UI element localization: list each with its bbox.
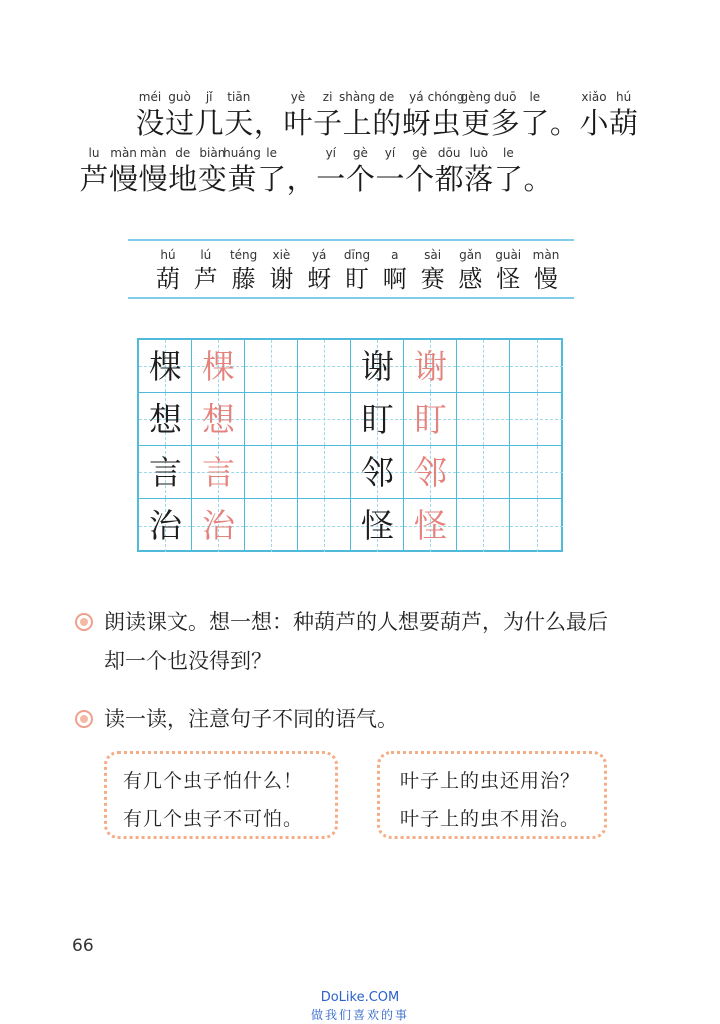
vocab-pinyin: guài: [495, 248, 522, 262]
pinyin: gèng: [460, 90, 491, 104]
trace-character: 言: [202, 453, 235, 492]
grid-cell: [404, 393, 457, 446]
pinyin: yè: [290, 90, 306, 104]
grid-cell: [351, 340, 404, 393]
hanzi: 慢: [109, 162, 139, 196]
vocab-pinyin: gǎn: [459, 248, 482, 262]
grid-cell: [351, 393, 404, 446]
sentence-left-2: 有几个虫子不可怕。: [123, 808, 304, 830]
grid-cell: [510, 393, 563, 446]
pinyin: màn: [139, 146, 167, 160]
passage-line-2: [0, 146, 720, 206]
watermark-site: DoLike.COM: [320, 990, 400, 1005]
grid-cell: [245, 340, 298, 393]
pinyin: gè: [412, 146, 428, 160]
model-character: 棵: [149, 347, 182, 386]
vocab-hanzi: 芦: [193, 265, 218, 293]
sentence-right-2: 叶子上的虫不用治。: [400, 808, 581, 830]
model-character: 邻: [361, 453, 394, 492]
sentence-left-1: 有几个虫子怕什么！: [123, 770, 304, 792]
watermark-slogan: 做我们喜欢的事: [310, 1008, 409, 1022]
grid-cell: [457, 499, 510, 552]
pinyin: yí: [325, 146, 337, 160]
hanzi: 了: [257, 162, 287, 196]
pinyin: tiān: [227, 90, 251, 104]
pinyin: gè: [352, 146, 368, 160]
pinyin: duō: [493, 90, 517, 104]
vocab-row: [0, 248, 720, 298]
grid-cell: [298, 446, 351, 499]
sentence-right-1: 叶子上的虫还用治？: [400, 770, 581, 792]
model-character: 想: [149, 400, 182, 439]
hanzi: ，: [253, 106, 283, 140]
grid-cell: [192, 499, 245, 552]
pinyin: biàn: [199, 146, 226, 160]
vocab-hanzi: 葫: [156, 265, 180, 293]
hanzi: 地: [168, 162, 198, 196]
pinyin: dōu: [437, 146, 461, 160]
hanzi: 子: [313, 106, 343, 140]
model-character: 怪: [361, 506, 394, 545]
model-character: 言: [149, 453, 182, 492]
vocab-item: [524, 248, 568, 298]
pinyin: de: [175, 146, 191, 160]
question-1-line-2: 却一个也没得到？: [104, 649, 272, 673]
question-2: 读一读，注意句子不同的语气。: [104, 707, 398, 731]
vocab-top-rule: [128, 239, 574, 241]
question-bullet-icon: [75, 613, 93, 631]
vocab-hanzi: 盯: [345, 265, 369, 293]
vocab-pinyin: sài: [424, 248, 442, 262]
vocab-hanzi: 啊: [382, 265, 407, 293]
trace-character: 治: [202, 506, 235, 545]
hanzi: 蚜: [401, 106, 431, 140]
vocab-bottom-rule: [128, 297, 574, 299]
grid-cell: [457, 340, 510, 393]
hanzi: 。: [523, 162, 553, 196]
vocab-hanzi: 蚜: [307, 265, 332, 293]
hanzi: 慢: [138, 162, 168, 196]
hanzi: 多: [490, 106, 520, 140]
pinyin: méi: [138, 90, 162, 104]
pinyin: de: [379, 90, 395, 104]
trace-character: 盯: [414, 400, 447, 439]
hanzi: 黄: [227, 162, 257, 196]
grid-cell: [404, 499, 457, 552]
vocab-hanzi: 藤: [231, 265, 256, 293]
grid-cell: [192, 393, 245, 446]
vocab-hanzi: 怪: [496, 265, 521, 293]
passage-line-1: [0, 90, 720, 150]
grid-cell: [298, 393, 351, 446]
pinyin: xiǎo: [581, 90, 607, 104]
hanzi: 了: [493, 162, 523, 196]
model-character: 盯: [361, 400, 394, 439]
question-bullet-icon: [75, 710, 93, 728]
hanzi: 天: [224, 106, 254, 140]
hanzi: 几: [194, 106, 224, 140]
page-number: 66: [72, 936, 94, 956]
hanzi: 没: [135, 106, 165, 140]
grid-cell: [510, 499, 563, 552]
vocab-pinyin: a: [391, 248, 399, 262]
hanzi: 上: [342, 106, 372, 140]
vocab-hanzi: 感: [458, 265, 483, 293]
hanzi: 都: [434, 162, 464, 196]
sentence-box-left: [104, 751, 338, 839]
grid-cell: [245, 499, 298, 552]
pinyin: lu: [88, 146, 100, 160]
hanzi: 葫: [609, 106, 639, 140]
hanzi: 虫: [431, 106, 461, 140]
hanzi: 叶: [283, 106, 313, 140]
grid-cell: [139, 446, 192, 499]
writing-grid: [137, 338, 563, 552]
question-1-line-1: 朗读课文。想一想：种葫芦的人想要葫芦，为什么最后: [104, 610, 608, 634]
pinyin: shàng: [338, 90, 376, 104]
pinyin: màn: [110, 146, 137, 160]
grid-cell: [404, 340, 457, 393]
sentence-box-right: [377, 751, 607, 839]
pinyin: zi: [322, 90, 333, 104]
pinyin: luò: [469, 146, 488, 160]
grid-cell: [192, 446, 245, 499]
vocab-pinyin: xiè: [272, 248, 291, 262]
pinyin: le: [266, 146, 277, 160]
hanzi: ，: [286, 162, 316, 196]
grid-cell: [510, 340, 563, 393]
hanzi: 落: [464, 162, 494, 196]
trace-character: 邻: [414, 453, 447, 492]
vocab-pinyin: dīng: [343, 248, 371, 262]
vocab-pinyin: màn: [532, 248, 560, 262]
grid-cell: [139, 340, 192, 393]
hanzi: 一: [316, 162, 346, 196]
vocab-pinyin: lú: [200, 248, 212, 262]
model-character: 治: [149, 506, 182, 545]
grid-cell: [298, 340, 351, 393]
vocab-pinyin: yá: [311, 248, 327, 262]
hanzi: 一: [375, 162, 405, 196]
grid-cell: [298, 499, 351, 552]
vocab-pinyin: téng: [229, 248, 258, 262]
hanzi: 个: [405, 162, 435, 196]
grid-cell: [510, 446, 563, 499]
pinyin-char: [516, 146, 560, 206]
vocab-hanzi: 慢: [534, 265, 558, 293]
pinyin: yí: [384, 146, 396, 160]
pinyin-char: [602, 90, 646, 150]
trace-character: 想: [202, 400, 235, 439]
pinyin: le: [503, 146, 514, 160]
grid-cell: [351, 499, 404, 552]
hanzi: 小: [579, 106, 609, 140]
hanzi: 更: [461, 106, 491, 140]
grid-cell: [139, 499, 192, 552]
hanzi: 变: [197, 162, 227, 196]
model-character: 谢: [361, 347, 394, 386]
hanzi: 的: [372, 106, 402, 140]
grid-cell: [457, 446, 510, 499]
hanzi: 了: [520, 106, 550, 140]
hanzi: 个: [345, 162, 375, 196]
pinyin: huáng: [223, 146, 261, 160]
grid-cell: [192, 340, 245, 393]
trace-character: 谢: [414, 347, 447, 386]
trace-character: 棵: [202, 347, 235, 386]
vocab-hanzi: 赛: [420, 265, 445, 293]
vocab-pinyin: hú: [160, 248, 176, 262]
hanzi: 过: [165, 106, 195, 140]
pinyin: yá: [409, 90, 424, 104]
pinyin: jǐ: [205, 90, 213, 104]
grid-cell: [457, 393, 510, 446]
grid-cell: [404, 446, 457, 499]
pinyin: chóng: [427, 90, 465, 104]
grid-cell: [351, 446, 404, 499]
grid-cell: [245, 393, 298, 446]
hanzi: 芦: [79, 162, 109, 196]
pinyin: guò: [168, 90, 191, 104]
pinyin: le: [529, 90, 541, 104]
vocab-hanzi: 谢: [269, 265, 294, 293]
pinyin: hú: [615, 90, 632, 104]
grid-cell: [245, 446, 298, 499]
trace-character: 怪: [414, 506, 447, 545]
grid-cell: [139, 393, 192, 446]
hanzi: 。: [549, 106, 579, 140]
